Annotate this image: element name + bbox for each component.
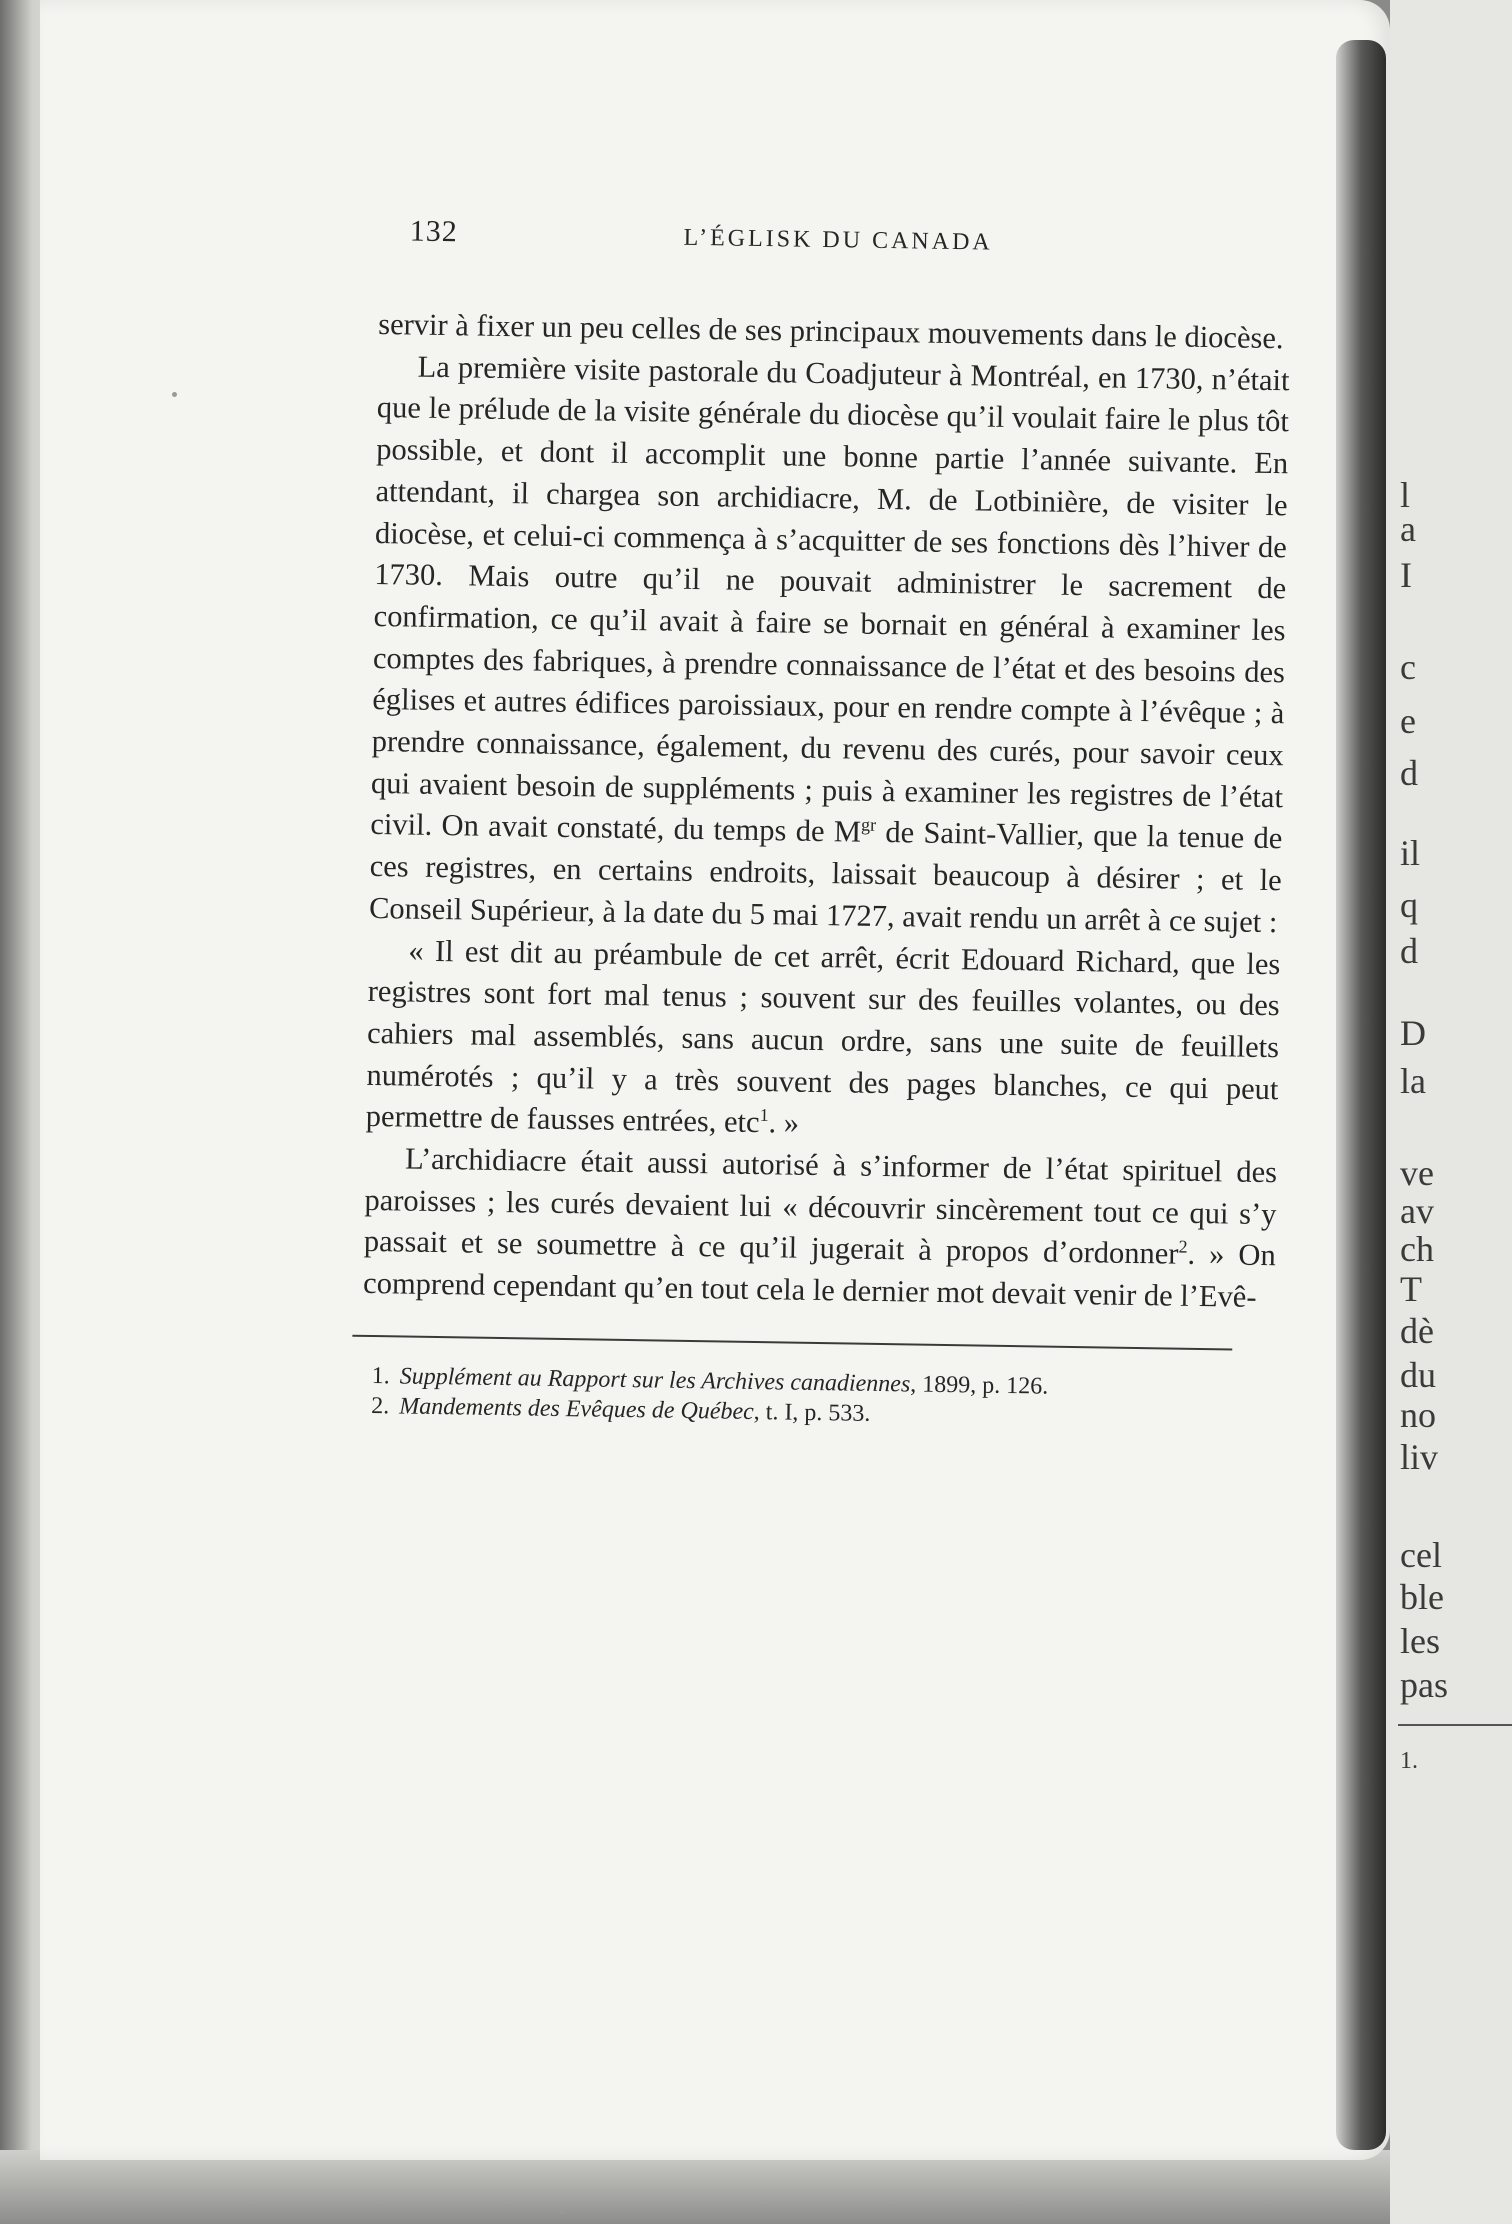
- facing-page-fragment: il: [1400, 833, 1421, 873]
- facing-page-footnote-rule: [1398, 1724, 1512, 1726]
- facing-page-fragment: q: [1400, 885, 1418, 925]
- footnote-number: 2.: [371, 1392, 390, 1420]
- title-abbreviation: M: [833, 814, 862, 850]
- facing-page-fragment: les: [1400, 1621, 1440, 1661]
- facing-page-fragment: I: [1400, 555, 1412, 595]
- footnote-title: Mandements des Evêques de Québec: [399, 1393, 754, 1425]
- paragraph-text: . » On comprend cependant qu’en tout cela le dernier mot devait venir de l’Evê-: [362, 1237, 1277, 1315]
- footnote-number: 1.: [371, 1362, 390, 1390]
- footnote-divider: [352, 1335, 1232, 1351]
- running-head: L’ÉGLISK DU CANADA: [683, 224, 993, 256]
- page-content: [361, 214, 1292, 1435]
- paper-speck: [560, 2210, 564, 2214]
- facing-page-fragment: du: [1400, 1355, 1436, 1395]
- facing-page-fragment: cel: [1400, 1535, 1442, 1575]
- paragraph-archidiacre: [363, 1138, 1278, 1319]
- page-number: 132: [409, 214, 458, 249]
- facing-page-fragment: 1.: [1400, 1748, 1418, 1774]
- facing-page-fragment: a: [1400, 509, 1416, 549]
- facing-page-fragment: liv: [1400, 1437, 1439, 1477]
- paragraph-text: L’archidiacre était aussi autorisé à s’informer de l’état spirituel des paroisses ; les curés devaient lui « découvrir sincèrement tout ce qui s’y passait et se soumettre à ce qu’il jugerait à propos d’ordonner: [363, 1141, 1278, 1272]
- quotation-close: . »: [768, 1105, 800, 1141]
- facing-page-fragment: d: [1400, 753, 1418, 793]
- facing-page-fragment: d: [1400, 931, 1418, 971]
- facing-page-fragment: ble: [1400, 1577, 1444, 1617]
- footnote-details: , 1899, p. 126.: [910, 1371, 1049, 1400]
- facing-page-fragment: e: [1400, 701, 1416, 741]
- book-gutter: [1336, 40, 1386, 2150]
- footnote-reference-1: 1: [759, 1105, 769, 1126]
- facing-page-fragment: ve: [1400, 1153, 1434, 1193]
- paragraph-continuation: servir à fixer un peu celles de ses principaux mouvements dans le diocèse.: [378, 306, 1284, 356]
- paper-speck: [172, 392, 177, 397]
- facing-page-fragment: dè: [1400, 1311, 1434, 1351]
- facing-page-fragment: T: [1400, 1269, 1422, 1309]
- facing-page-fragment: l: [1400, 475, 1411, 515]
- facing-page-fragment: pas: [1400, 1665, 1448, 1705]
- footnote-details: , t. I, p. 533.: [753, 1398, 871, 1427]
- footnote-title: Supplément au Rapport sur les Archives canadiennes: [399, 1363, 911, 1398]
- paragraph-text: La première visite pastorale du Coadjuteur à Montréal, en 1730, n’était que le prélude de la visite générale du diocèse qu’il voulait faire le plus tôt possible, et dont il accomplit une bonne partie l’année suivante. En attendant, il chargea son archidiacre, M. de Lotbinière, de visiter le diocèse, et celui-ci commença à s’acquitter de ses fonctions dès l’hiver de 1730. Mais outre qu’il ne pouvait administrer le sacrement de confirmation, ce qu’il avait à faire se bornait en général à examiner les comptes des fabriques, à prendre connaissance de l’état et des besoins des églises et autres édifices paroissiaux, pour en rendre compte à l’évêque ; à prendre connaissance, également, du revenu des curés, pour savoir ceux qui avaient besoin de suppléments ; puis à examiner les registres de l’état civil. On avait constaté, du temps de: [370, 349, 1290, 849]
- facing-page-fragment: av: [1400, 1191, 1434, 1231]
- quotation-text: « Il est dit au préambule de cet arrêt, écrit Edouard Richard, que les registres sont fort mal tenus ; souvent sur des feuilles volantes, ou des cahiers mal assemblés, sans aucun ordre, sans une suite de feuillets numérotés ; qu’il y a très souvent des pages blanches, ce qui peut permettre de fausses entrées, etc: [365, 933, 1281, 1140]
- facing-page-fragment: no: [1400, 1395, 1436, 1435]
- facing-page-fragment: ch: [1400, 1229, 1434, 1269]
- footnote-reference-2: 2: [1178, 1236, 1188, 1258]
- facing-page-fragment: D: [1400, 1013, 1426, 1053]
- facing-page-edge: [1390, 0, 1512, 2224]
- paragraph-visite-pastorale: [369, 346, 1290, 944]
- title-abbreviation-superscript: gr: [860, 814, 877, 836]
- facing-page-fragment: la: [1400, 1061, 1426, 1101]
- paragraph-text: de Saint-Vallier, que la tenue de ces registres, en certains endroits, laissait beaucoup à désirer ; et le Conseil Supérieur, à la date du 5 mai 1727, avait rendu un arrêt à ce sujet :: [368, 815, 1283, 940]
- quotation-richard: [365, 929, 1280, 1152]
- scan-background-bottom: [0, 2150, 1512, 2224]
- facing-page-fragment: c: [1400, 647, 1416, 687]
